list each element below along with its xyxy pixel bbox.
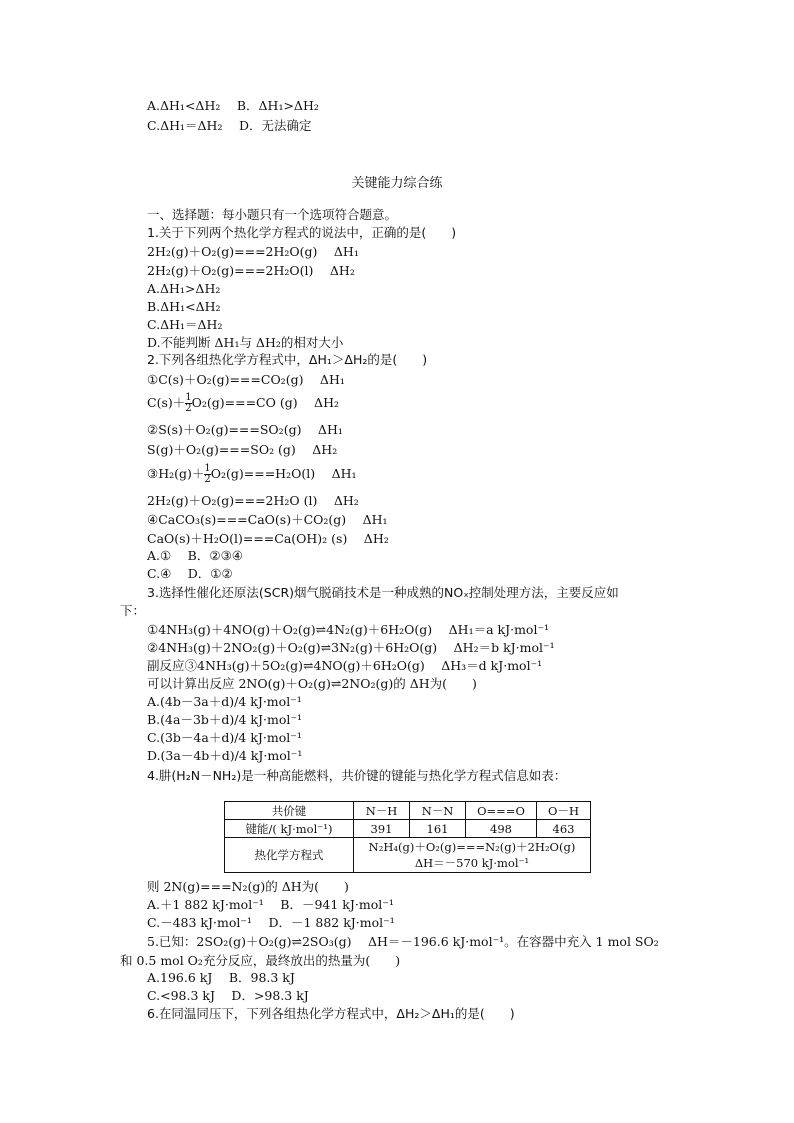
q1-stem: 1.关于下列两个热化学方程式的说法中，正确的是( )	[147, 225, 457, 240]
table-header-cell: O－H	[537, 802, 591, 820]
q3-stem-line1: 3.选择性催化还原法(SCR)烟气脱硝技术是一种成熟的NOₓ控制处理方法，主要反应如	[147, 585, 619, 600]
q2-eq1b	[147, 393, 339, 414]
q3-reaction2: ②4NH₃(g)＋2NO₂(g)＋O₂(g)⇌3N₂(g)＋6H₂O(g) ΔH₂＝b kJ·mol⁻¹	[147, 640, 555, 655]
table-row	[225, 820, 591, 838]
table-equation: N₂H₄(g)＋O₂(g)===N₂(g)＋2H₂O(g)	[368, 840, 576, 854]
q3-reaction3: 副反应③4NH₃(g)＋5O₂(g)⇌4NO(g)＋6H₂O(g) ΔH₃＝d kJ·mol⁻¹	[147, 658, 543, 673]
table-equation-dh: ΔH＝－570 kJ·mol⁻¹	[414, 856, 530, 870]
q1-option-c: C.ΔH₁＝ΔH₂	[147, 317, 223, 332]
q1-eq1: 2H₂(g)＋O₂(g)===2H₂O(g) ΔH₁	[147, 244, 359, 259]
table-header-cell: O===O	[466, 802, 537, 820]
q2-eq2a: ②S(s)＋O₂(g)===SO₂(g) ΔH₁	[147, 422, 343, 437]
q2-eq2b: S(g)＋O₂(g)===SO₂ (g) ΔH₂	[147, 442, 338, 457]
fraction-numerator: 1	[204, 463, 211, 474]
prev-options-ab: A.ΔH₁<ΔH₂ B．ΔH₁>ΔH₂	[147, 98, 319, 113]
q5-stem-line1: 5.已知：2SO₂(g)＋O₂(g)⇌2SO₃(g) ΔH＝－196.6 kJ·mol⁻¹。在容器中充入 1 mol SO₂	[147, 934, 659, 949]
q2-eq3a	[147, 464, 357, 485]
q2-eq4a: ④CaCO₃(s)===CaO(s)＋CO₂(g) ΔH₁	[147, 512, 388, 527]
q3-option-a: A.(4b－3a＋d)/4 kJ·mol⁻¹	[147, 694, 302, 709]
table-cell: 热化学方程式	[225, 838, 354, 873]
q3-ask: 可以计算出反应 2NO(g)＋O₂(g)⇌2NO₂(g)的 ΔH为( )	[147, 676, 477, 691]
q2-eq1b-pre: C(s)＋	[147, 395, 186, 410]
q4-stem: 4.肼(H₂N－NH₂)是一种高能燃料，共价键的键能与热化学方程式信息如表：	[147, 768, 567, 783]
fraction-numerator: 1	[185, 392, 192, 403]
prev-options-cd: C.ΔH₁＝ΔH₂ D．无法确定	[147, 118, 312, 133]
q1-option-b: B.ΔH₁<ΔH₂	[147, 299, 221, 314]
q2-eq3b: 2H₂(g)＋O₂(g)===2H₂O (l) ΔH₂	[147, 493, 359, 508]
q3-option-b: B.(4a－3b＋d)/4 kJ·mol⁻¹	[147, 712, 302, 727]
q2-eq4b: CaO(s)＋H₂O(l)===Ca(OH)₂ (s) ΔH₂	[147, 531, 389, 546]
table-cell: 391	[354, 820, 410, 838]
q6-stem: 6.在同温同压下，下列各组热化学方程式中，ΔH₂＞ΔH₁的是( )	[147, 1006, 515, 1021]
table-cell: 498	[466, 820, 537, 838]
q2-eq3a-pre: ③H₂(g)＋	[147, 466, 205, 481]
q3-reaction1: ①4NH₃(g)＋4NO(g)＋O₂(g)⇌4N₂(g)＋6H₂O(g) ΔH₁＝a kJ·mol⁻¹	[147, 622, 550, 637]
table-cell: 463	[537, 820, 591, 838]
q1-option-a: A.ΔH₁>ΔH₂	[147, 281, 221, 296]
q3-stem-line2: 下：	[120, 603, 146, 618]
q2-eq1b-post: O₂(g)===CO (g) ΔH₂	[191, 395, 339, 410]
table-row	[225, 838, 591, 873]
q3-option-d: D.(3a－4b＋d)/4 kJ·mol⁻¹	[147, 748, 303, 763]
q1-eq2: 2H₂(g)＋O₂(g)===2H₂O(l) ΔH₂	[147, 263, 355, 278]
q2-stem: 2.下列各组热化学方程式中，ΔH₁＞ΔH₂的是( )	[147, 352, 428, 367]
table-header-cell: N－H	[354, 802, 410, 820]
bond-energy-table	[224, 801, 591, 873]
table-cell: 161	[410, 820, 466, 838]
q2-eq3a-post: O₂(g)===H₂O(l) ΔH₁	[210, 466, 357, 481]
table-row	[225, 802, 591, 820]
q5-options-ab: A.196.6 kJ B．98.3 kJ	[147, 970, 295, 985]
q2-eq1a: ①C(s)＋O₂(g)===CO₂(g) ΔH₁	[147, 372, 345, 387]
q5-stem-line2: 和 0.5 mol O₂充分反应，最终放出的热量为( )	[120, 953, 401, 968]
q4-options-cd: C.－483 kJ·mol⁻¹ D．－1 882 kJ·mol⁻¹	[147, 915, 395, 930]
table-cell: 键能/( kJ·mol⁻¹)	[225, 820, 354, 838]
table-header-cell: N－N	[410, 802, 466, 820]
q2-options-cd: C.④ D．①②	[147, 566, 233, 581]
q4-options-ab: A.＋1 882 kJ·mol⁻¹ B．－941 kJ·mol⁻¹	[147, 897, 394, 912]
q1-option-d: D.不能判断 ΔH₁与 ΔH₂的相对大小	[147, 335, 344, 350]
fraction-denominator: 2	[185, 403, 192, 414]
section-heading: 一、选择题：每小题只有一个选项符合题意。	[147, 207, 398, 222]
fraction-denominator: 2	[204, 474, 211, 485]
table-equation-cell	[354, 838, 591, 873]
page-title: 关键能力综合练	[351, 176, 443, 191]
q5-options-cd: C.<98.3 kJ D．>98.3 kJ	[147, 988, 309, 1003]
q3-option-c: C.(3b－4a＋d)/4 kJ·mol⁻¹	[147, 730, 302, 745]
table-header-cell: 共价键	[225, 802, 354, 820]
q2-options-ab: A.① B．②③④	[147, 548, 243, 563]
q4-ask: 则 2N(g)===N₂(g)的 ΔH为( )	[147, 879, 349, 894]
